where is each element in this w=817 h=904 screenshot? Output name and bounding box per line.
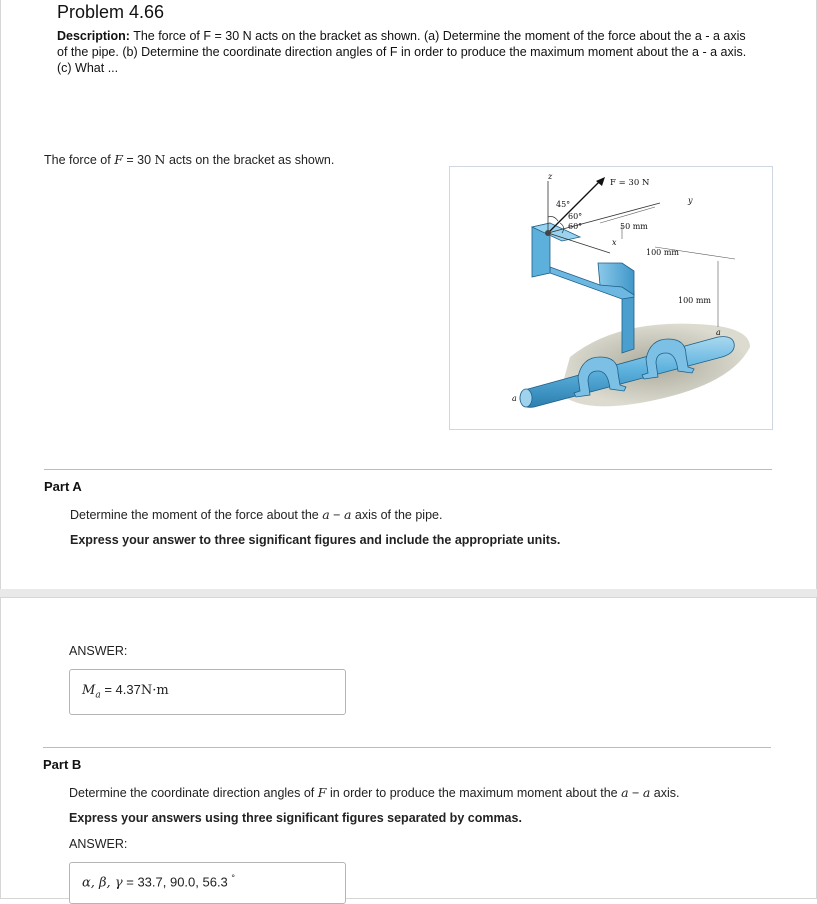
part-b-title: Part B xyxy=(43,757,82,772)
answer-sub-a: a xyxy=(95,690,101,701)
label-100mm-a: 100 mm xyxy=(646,248,679,257)
part-b-question xyxy=(69,785,679,800)
part-a-answer-unit: N·m xyxy=(140,683,169,698)
part-b-var1: a xyxy=(621,785,629,800)
part-a-question xyxy=(70,507,442,522)
section-gap xyxy=(0,589,817,597)
label-50mm: 50 mm xyxy=(620,222,648,231)
part-a-dash: − xyxy=(333,508,341,522)
intro-unit: N xyxy=(154,152,166,167)
label-angle-60a: 60° xyxy=(568,212,583,221)
answer-vars-greek: α, β, γ xyxy=(82,875,123,891)
label-angle-45: 45° xyxy=(556,200,571,209)
part-b-answer-label: ANSWER: xyxy=(69,837,128,851)
label-a-right: a xyxy=(716,328,721,337)
intro-var: F xyxy=(114,152,123,167)
bracket-stem xyxy=(622,295,634,353)
answer-card xyxy=(0,597,817,899)
problem-title: Problem 4.66 xyxy=(57,2,165,22)
intro-prefix: The force of xyxy=(44,153,111,167)
part-b-question-mid: in order to produce the maximum moment about the xyxy=(329,786,618,800)
part-b-var-f: F xyxy=(317,785,327,800)
intro-suffix: acts on the bracket as shown. xyxy=(168,153,335,167)
part-b-answer-eq: = xyxy=(126,874,134,890)
part-a-title: Part A xyxy=(44,479,82,494)
label-force: F = 30 N xyxy=(610,178,650,188)
part-b-question-prefix: Determine the coordinate direction angles of xyxy=(69,786,315,800)
part-a-question-suffix: axis of the pipe. xyxy=(354,508,443,522)
answer-eq: = xyxy=(104,682,112,697)
intro-text xyxy=(44,152,334,167)
part-a-answer-value: 4.37 xyxy=(115,682,141,697)
bracket-diagram xyxy=(450,167,772,429)
part-a-var2: a xyxy=(343,507,352,522)
part-b-question-suffix: axis. xyxy=(653,786,680,800)
part-a-answer-label: ANSWER: xyxy=(69,644,128,658)
label-100mm-b: 100 mm xyxy=(678,296,711,305)
description-label: Description: xyxy=(57,29,130,43)
part-a-answer-content xyxy=(82,682,169,701)
part-a-instruction: Express your answer to three significant figures and include the appropriate units. xyxy=(70,533,561,547)
degree-unit: ° xyxy=(231,873,236,883)
part-b-answer-value: 33.7, 90.0, 56.3 xyxy=(137,874,228,890)
bracket-figure xyxy=(449,166,773,430)
part-b-var2: a xyxy=(642,785,651,800)
part-b-instruction: Express your answers using three significant figures separated by commas. xyxy=(69,811,522,825)
problem-description xyxy=(57,28,757,76)
label-y: y xyxy=(688,196,693,205)
part-a-var1: a xyxy=(322,507,330,522)
label-angle-60b: 60° xyxy=(568,222,583,231)
part-a-question-prefix: Determine the moment of the force about the xyxy=(70,508,319,522)
label-z: z xyxy=(548,172,553,181)
answer-var-m: M xyxy=(82,683,96,698)
description-text: The force of F = 30 N acts on the bracket as shown. (a) Determine the moment of the force about the a - a axis of the pipe. (b) Determine the coordinate direction angles of F in order to produce the maximum moment about the a - a axis. (c) What ... xyxy=(57,29,747,75)
label-a-left: a xyxy=(512,394,517,403)
pipe-end xyxy=(520,389,532,407)
part-a-divider xyxy=(44,469,772,470)
part-b-answer-box[interactable] xyxy=(69,862,346,904)
part-b-divider xyxy=(43,747,771,748)
part-b-dash: − xyxy=(632,786,640,800)
intro-eq: = 30 xyxy=(126,153,152,167)
label-x: x xyxy=(612,238,617,247)
part-a-answer-box[interactable] xyxy=(69,669,346,715)
part-b-answer-content xyxy=(82,873,235,890)
